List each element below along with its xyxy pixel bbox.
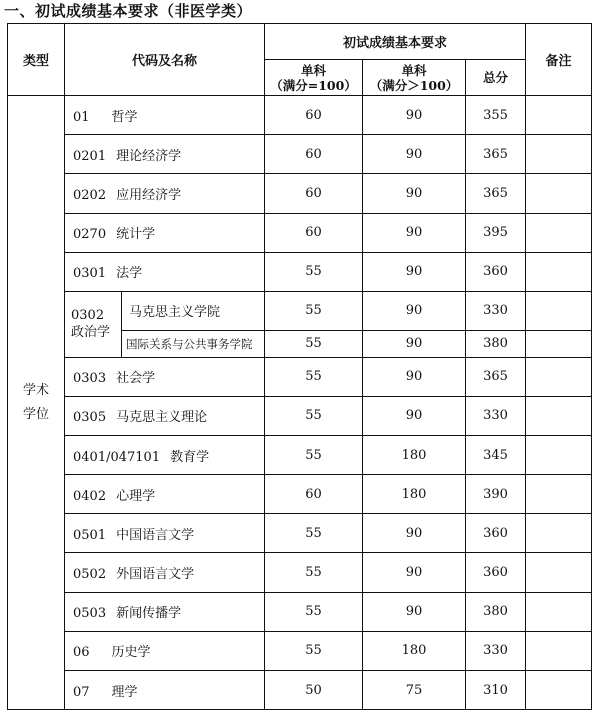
table-row — [8, 592, 592, 631]
remarks-cell — [526, 671, 592, 710]
table-row — [8, 135, 592, 174]
category-line1: 学术 — [22, 382, 49, 398]
score-requirements-table — [7, 23, 592, 710]
table-row — [8, 357, 592, 396]
discipline-code: 0305 — [73, 410, 107, 426]
remarks-cell — [526, 174, 592, 213]
single-gt100-score: 90 — [363, 96, 466, 135]
single-100-score: 50 — [265, 671, 363, 710]
single-100-score: 55 — [265, 514, 363, 553]
single-100-score: 55 — [265, 252, 363, 291]
discipline-code: 0501 — [73, 527, 107, 543]
single-100-score: 55 — [265, 291, 363, 330]
remarks-cell — [526, 96, 592, 135]
header-type: 类型 — [8, 24, 65, 96]
category-line2: 学位 — [22, 406, 49, 422]
table-row — [8, 213, 592, 252]
total-score: 365 — [466, 135, 526, 174]
code-name-cell — [65, 357, 265, 396]
table-row — [8, 291, 592, 330]
single-gt100-score: 75 — [363, 671, 466, 710]
remarks-cell — [526, 631, 592, 670]
discipline-code: 0503 — [73, 606, 107, 622]
remarks-cell — [526, 396, 592, 435]
discipline-code: 0301 — [73, 266, 107, 282]
discipline-code: 06 — [73, 645, 90, 661]
category-cell — [8, 96, 65, 710]
code-name-cell — [65, 252, 265, 291]
single-gt100-score: 90 — [363, 553, 466, 592]
discipline-name: 中国语言文学 — [116, 527, 195, 543]
discipline-name: 马克思主义理论 — [116, 410, 208, 426]
code-name-cell — [65, 396, 265, 435]
table-row — [8, 475, 592, 514]
code-name-cell — [65, 475, 265, 514]
remarks-cell — [526, 213, 592, 252]
code-name-cell — [65, 592, 265, 631]
header-total: 总分 — [466, 60, 526, 96]
single-gt100-score: 90 — [363, 396, 466, 435]
discipline-name: 外国语言文学 — [116, 567, 195, 583]
single-gt100-score: 90 — [363, 174, 466, 213]
discipline-name: 历史学 — [111, 645, 151, 661]
single-gt100-score: 90 — [363, 135, 466, 174]
header-single-gt100 — [363, 60, 466, 96]
header-code-name: 代码及名称 — [65, 24, 265, 96]
table-row — [8, 435, 592, 474]
single-100-score: 60 — [265, 475, 363, 514]
school-name: 马克思主义学院 — [122, 291, 265, 330]
discipline-name: 教育学 — [170, 449, 210, 465]
single-gt100-score: 180 — [363, 631, 466, 670]
remarks-cell — [526, 592, 592, 631]
remarks-cell — [526, 357, 592, 396]
total-score: 345 — [466, 435, 526, 474]
single-gt100-score: 90 — [363, 592, 466, 631]
remarks-cell — [526, 330, 592, 357]
discipline-name: 新闻传播学 — [116, 606, 182, 622]
code-name-cell — [65, 671, 265, 710]
single-gt100-score: 90 — [363, 514, 466, 553]
discipline-name: 应用经济学 — [116, 187, 182, 203]
single-gt100-score: 90 — [363, 213, 466, 252]
code-name-cell — [65, 631, 265, 670]
table-row — [8, 174, 592, 213]
remarks-cell — [526, 135, 592, 174]
discipline-name: 哲学 — [111, 109, 138, 125]
single-100-score: 60 — [265, 213, 363, 252]
discipline-code: 0402 — [73, 488, 107, 504]
discipline-name: 社会学 — [116, 371, 156, 387]
discipline-code: 07 — [73, 684, 90, 700]
code-name-cell — [65, 135, 265, 174]
discipline-code: 01 — [73, 109, 90, 125]
remarks-cell — [526, 514, 592, 553]
code-name-cell — [65, 514, 265, 553]
discipline-name: 理学 — [111, 684, 138, 700]
total-score: 330 — [466, 291, 526, 330]
table-row — [8, 396, 592, 435]
table-row — [8, 252, 592, 291]
header-single-100-line2: （满分=100） — [270, 77, 357, 93]
total-score: 360 — [466, 514, 526, 553]
header-remarks: 备注 — [526, 24, 592, 96]
total-score: 365 — [466, 174, 526, 213]
discipline-name: 统计学 — [116, 227, 156, 243]
total-score: 365 — [466, 357, 526, 396]
discipline-code: 0401/047101 — [73, 449, 161, 465]
header-single-100 — [265, 60, 363, 96]
total-score: 330 — [466, 396, 526, 435]
table-row — [8, 96, 592, 135]
code-name-cell — [65, 96, 265, 135]
header-score-group: 初试成绩基本要求 — [265, 24, 526, 60]
single-gt100-score: 90 — [363, 252, 466, 291]
discipline-name: 心理学 — [116, 488, 156, 504]
code-name-cell — [65, 291, 122, 357]
discipline-code: 0502 — [73, 567, 107, 583]
table-row — [8, 631, 592, 670]
total-score: 390 — [466, 475, 526, 514]
single-100-score: 55 — [265, 553, 363, 592]
total-score: 310 — [466, 671, 526, 710]
total-score: 395 — [466, 213, 526, 252]
single-100-score: 60 — [265, 96, 363, 135]
single-100-score: 55 — [265, 631, 363, 670]
discipline-name: 政治学 — [71, 325, 111, 341]
total-score: 360 — [466, 553, 526, 592]
single-gt100-score: 90 — [363, 330, 466, 357]
single-100-score: 55 — [265, 330, 363, 357]
code-name-cell — [65, 435, 265, 474]
total-score: 360 — [466, 252, 526, 291]
single-gt100-score: 180 — [363, 475, 466, 514]
school-name: 国际关系与公共事务学院 — [122, 330, 265, 357]
single-gt100-score: 90 — [363, 357, 466, 396]
single-gt100-score: 180 — [363, 435, 466, 474]
single-100-score: 60 — [265, 135, 363, 174]
discipline-name: 理论经济学 — [116, 148, 182, 164]
header-single-gt100-line2: （满分＞100） — [369, 77, 459, 93]
single-100-score: 55 — [265, 396, 363, 435]
single-100-score: 55 — [265, 435, 363, 474]
remarks-cell — [526, 252, 592, 291]
single-100-score: 60 — [265, 174, 363, 213]
remarks-cell — [526, 475, 592, 514]
single-100-score: 55 — [265, 357, 363, 396]
code-name-cell — [65, 174, 265, 213]
section-title: 一、初试成绩基本要求（非医学类） — [4, 2, 253, 20]
header-single-100-line1: 单科 — [301, 62, 327, 78]
code-name-cell — [65, 553, 265, 592]
remarks-cell — [526, 553, 592, 592]
discipline-code: 0303 — [73, 371, 107, 387]
remarks-cell — [526, 435, 592, 474]
discipline-code: 0270 — [73, 227, 107, 243]
remarks-cell — [526, 291, 592, 330]
table-row — [8, 514, 592, 553]
total-score: 330 — [466, 631, 526, 670]
table-row — [8, 671, 592, 710]
total-score: 355 — [466, 96, 526, 135]
code-name-cell — [65, 213, 265, 252]
total-score: 380 — [466, 592, 526, 631]
total-score: 380 — [466, 330, 526, 357]
discipline-code: 0202 — [73, 187, 107, 203]
header-single-gt100-line1: 单科 — [401, 62, 427, 78]
discipline-name: 法学 — [116, 266, 143, 282]
discipline-code: 0302 — [71, 308, 105, 324]
discipline-code: 0201 — [73, 148, 107, 164]
table-row — [8, 553, 592, 592]
single-gt100-score: 90 — [363, 291, 466, 330]
single-100-score: 55 — [265, 592, 363, 631]
